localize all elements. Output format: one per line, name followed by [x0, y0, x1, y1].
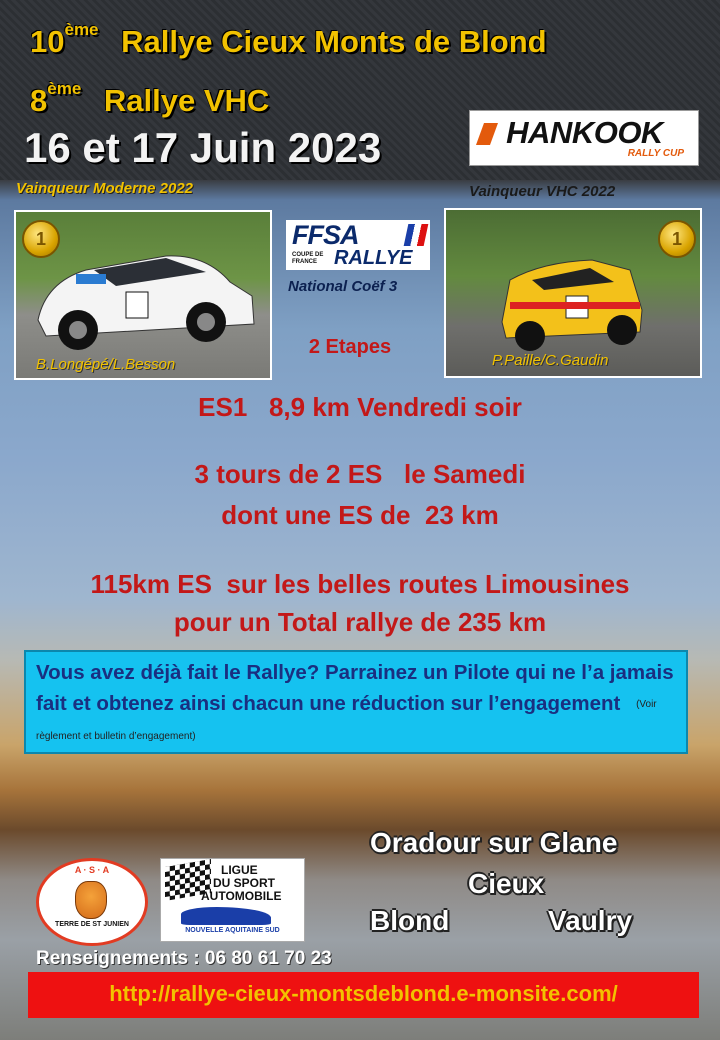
vhc-ordinal: 8	[30, 83, 48, 118]
hankook-logo	[469, 110, 699, 166]
vhc-title: Rallye VHC	[103, 83, 270, 118]
modern-winner-crew: B.Longépé/L.Besson	[36, 356, 176, 373]
title-line-2	[30, 79, 270, 119]
rally-website-link[interactable]: http://rallye-cieux-montsdeblond.e-monsite.com/	[109, 981, 618, 1006]
gold-medal-icon-vhc	[658, 220, 696, 258]
title-line-1	[30, 20, 547, 60]
vhc-suffix: ème	[47, 79, 82, 98]
ligue-line4: NOUVELLE AQUITAINE SUD	[185, 927, 280, 934]
ffsa-coefficient: National Coëf 3	[288, 278, 398, 295]
promo-message: Vous avez déjà fait le Rallye? Parrainez un Pilote qui ne l’a jamais fait et obtenez ainsi chacun une réduction sur l’engagement	[36, 661, 674, 715]
medal-number: 1	[35, 228, 46, 249]
es1-text: ES1 8,9 km Vendredi soir	[198, 392, 522, 422]
gold-medal-icon	[22, 220, 60, 258]
url-banner	[28, 972, 699, 1018]
ffsa-logo	[286, 220, 430, 270]
dont-text: dont une ES de 23 km	[221, 500, 499, 530]
car-silhouette-icon	[181, 907, 271, 925]
edition-ordinal: 10	[30, 24, 65, 59]
town-oradour: Oradour sur Glane	[370, 827, 618, 858]
contact-phone: Renseignements : 06 80 61 70 23	[36, 948, 332, 969]
promo-text	[36, 657, 676, 752]
asa-logo	[36, 858, 148, 946]
event-dates: 16 et 17 Juin 2023	[24, 124, 382, 171]
ligue-line1: LIGUE	[221, 863, 258, 877]
ffsa-rallye: RALLYE	[334, 247, 413, 269]
asa-top-text: A · S · A	[74, 865, 110, 875]
promo-box	[24, 650, 688, 754]
hankook-brand: HANKOOK	[506, 115, 663, 150]
modern-winner-label: Vainqueur Moderne 2022	[16, 180, 193, 197]
rally-title: Rallye Cieux Monts de Blond	[121, 24, 547, 59]
modern-winner-photo	[14, 210, 272, 380]
medal-number-vhc: 1	[671, 228, 682, 249]
town-cieux: Cieux	[468, 868, 545, 899]
ligue-line2: DU SPORT	[213, 876, 276, 890]
promo-note: (Voir règlement et bulletin d’engagement)	[36, 699, 657, 743]
asa-bottom-text: TERRE DE ST JUNIEN	[55, 921, 129, 928]
vhc-winner-crew: P.Paille/C.Gaudin	[492, 352, 609, 369]
town-blond: Blond	[370, 905, 450, 936]
total-es-text: 115km ES sur les belles routes Limousines	[90, 569, 630, 599]
ligue-line3: AUTOMOBILE	[201, 889, 282, 903]
hankook-sub: RALLY CUP	[627, 148, 684, 159]
ffsa-wordmark: FFSA	[292, 220, 359, 250]
ffsa-coupe: COUPE DE FRANCE	[292, 252, 324, 265]
total-rallye-text: pour un Total rallye de 235 km	[173, 607, 547, 637]
town-vaulry: Vaulry	[548, 905, 633, 936]
vhc-winner-label: Vainqueur VHC 2022	[469, 183, 616, 200]
vhc-winner-photo	[444, 208, 702, 378]
ffsa-flag-icon	[404, 224, 429, 246]
etapes-text: 2 Etapes	[308, 336, 392, 358]
cat-mascot-icon	[75, 881, 107, 919]
ligue-logo	[160, 858, 305, 942]
edition-suffix: ème	[64, 20, 99, 39]
tours-text: 3 tours de 2 ES le Samedi	[194, 459, 526, 489]
